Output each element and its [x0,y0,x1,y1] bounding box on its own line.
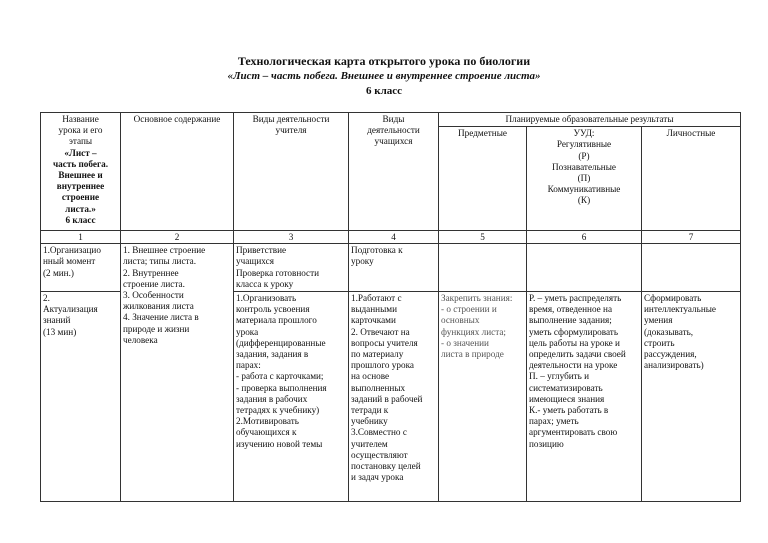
text-line: осуществляют [351,449,408,460]
text-line: (Р) [578,150,590,161]
subject-results-org [439,244,527,292]
text-line: имеющиеся знания [529,393,605,404]
text-line: листа.» [65,203,96,214]
text-line: Коммуникативные [547,184,621,195]
text-line: позицию [529,438,564,449]
text-line: Проверка готовности [236,267,320,278]
text-line: урока и его [58,125,103,136]
stage-org-moment [41,244,121,292]
text-line: Р. – уметь распределять [529,293,622,304]
text-line: карточками [351,315,396,326]
text-line: 1.Работают с [351,293,402,304]
text-line: основных [441,315,480,326]
text-line: строение листа. [123,278,185,289]
uud-results-actualization [527,292,642,502]
text-line: (доказывать, [644,326,694,337]
text-line: систематизировать [529,382,603,393]
header-planned-results: Планируемые образовательные результаты [439,113,741,127]
text-line: Внешнее и [58,170,103,181]
text-line: учителем [351,438,388,449]
text-line: контроль усвоения [236,304,310,315]
text-line: выполнение задания; [529,315,612,326]
text-line: 2. Внутреннее [123,267,179,278]
text-line: анализировать) [644,360,704,371]
column-number: 2 [121,231,234,244]
text-line: класса к уроку [236,278,294,289]
text-line: материала прошлого [236,315,317,326]
text-line: учебнику [351,416,388,427]
text-line: урока [236,326,259,337]
grade-label: 6 класс [365,85,403,97]
text-line: Познавательные [552,161,616,172]
text-line: интеллектуальные [644,304,716,315]
text-line: Подготовка к [351,245,403,256]
text-line: строение [61,192,100,203]
text-line: листа в природе [441,349,504,360]
text-line: рассуждения, [644,349,697,360]
text-line: парах; уметь [529,416,579,427]
text-line: часть побега. [52,158,109,169]
text-line: Закрепить знания: [441,293,513,304]
text-line: 2.Мотивировать [236,416,299,427]
text-line: - работа с карточками; [236,371,324,382]
text-line: (П) [577,173,591,184]
column-number-row [41,231,741,244]
text-line: выполненных [351,382,406,393]
text-line: - о строении и [441,304,497,315]
text-line: вопросы учителя [351,337,418,348]
teacher-activity-actualization [234,292,349,502]
lesson-map-table [40,112,741,502]
column-number: 6 [527,231,642,244]
text-line: изучению новой темы [236,438,323,449]
text-line: 1. Внешнее строение [123,245,206,256]
text-line: парах: [236,360,261,371]
text-line: Сформировать [644,293,702,304]
header-personal-results: Личностные [642,127,741,231]
text-line: уметь сформулировать [529,326,619,337]
text-line: (13 мин) [43,326,77,337]
text-line: 2. Отвечают на [351,326,410,337]
text-line: нный момент [43,256,96,267]
column-number: 4 [349,231,439,244]
text-line: на основе [351,371,390,382]
text-line: задания в рабочих [236,393,308,404]
stage-actualization [41,292,121,502]
text-line: выданными [351,304,398,315]
text-line: тетради к [351,405,389,416]
text-line: цель работы на уроке и [529,337,620,348]
header-uud [527,127,642,231]
text-line: человека [123,334,158,345]
main-content-cell [121,244,234,502]
column-number: 7 [642,231,741,244]
header-subject-results: Предметные [439,127,527,231]
student-activity-org [349,244,439,292]
header-content: Основное содержание [121,113,234,231]
text-line: этапы [68,136,93,147]
text-line: жилкования листа [123,301,194,312]
student-activity-actualization [349,292,439,502]
header-teacher-activity: Виды деятельности учителя [234,113,349,231]
header-student-activity: Виды деятельности учащихся [349,113,439,231]
text-line: К.- уметь работать в [529,405,609,416]
text-line: (К) [577,195,591,206]
text-line: тетрадях к учебнику) [236,405,320,416]
text-line: умения [644,315,673,326]
text-line: - проверка выполнения [236,382,327,393]
text-line: внутреннее [56,181,105,192]
text-line: листа; типы листа. [123,256,197,267]
teacher-activity-org [234,244,349,292]
text-line: - о значении [441,337,489,348]
personal-results-org [642,244,741,292]
text-line: 2. [43,293,50,304]
text-line: заданий в рабочей [351,393,423,404]
text-line: Регулятивные [556,139,612,150]
text-line: (2 мин.) [43,267,74,278]
text-line: и задач урока [351,472,404,483]
text-line: П. – углубить и [529,371,590,382]
text-line: Название [62,114,99,124]
header-stage [41,113,121,231]
text-line: 6 класс [65,214,96,225]
text-line: задания, задания в [236,349,309,360]
text-line: время, отведенное на [529,304,613,315]
text-line: постановку целей [351,461,421,472]
text-line: аргументировать свою [529,427,618,438]
text-line: 4. Значение листа в [123,312,199,323]
text-line: 1.Организацио [43,245,101,256]
document-title: Технологическая карта открытого урока по биологии [237,54,531,68]
subject-results-actualization [439,292,527,502]
text-line: строить [644,337,675,348]
text-line: уроку [351,256,374,267]
text-line: «Лист – [64,147,97,158]
lesson-topic: «Лист – часть побега. Внешнее и внутреннее строение листа» [227,70,541,82]
text-line: прошлого урока [351,360,414,371]
uud-results-org [527,244,642,292]
text-line: природе и жизни [123,323,190,334]
text-line: 3. Особенности [123,290,184,301]
table-row [41,244,741,292]
text-line: учащихся [236,256,274,267]
text-line: обучающихся к [236,427,297,438]
text-line: (дифференцированные [236,337,326,348]
personal-results-actualization [642,292,741,502]
column-number: 3 [234,231,349,244]
text-line: 1.Организовать [236,293,297,304]
column-number: 5 [439,231,527,244]
text-line: Актуализация [43,304,98,315]
text-line: Приветствие [236,245,287,256]
text-line: 3.Совместно с [351,427,407,438]
column-number: 1 [41,231,121,244]
text-line: по материалу [351,349,404,360]
text-line: определить задачи своей [529,349,626,360]
text-line: деятельности на уроке [529,360,618,371]
text-line: функциях листа; [441,326,506,337]
text-line: знаний [43,315,71,326]
text-line: УУД: [573,128,595,139]
